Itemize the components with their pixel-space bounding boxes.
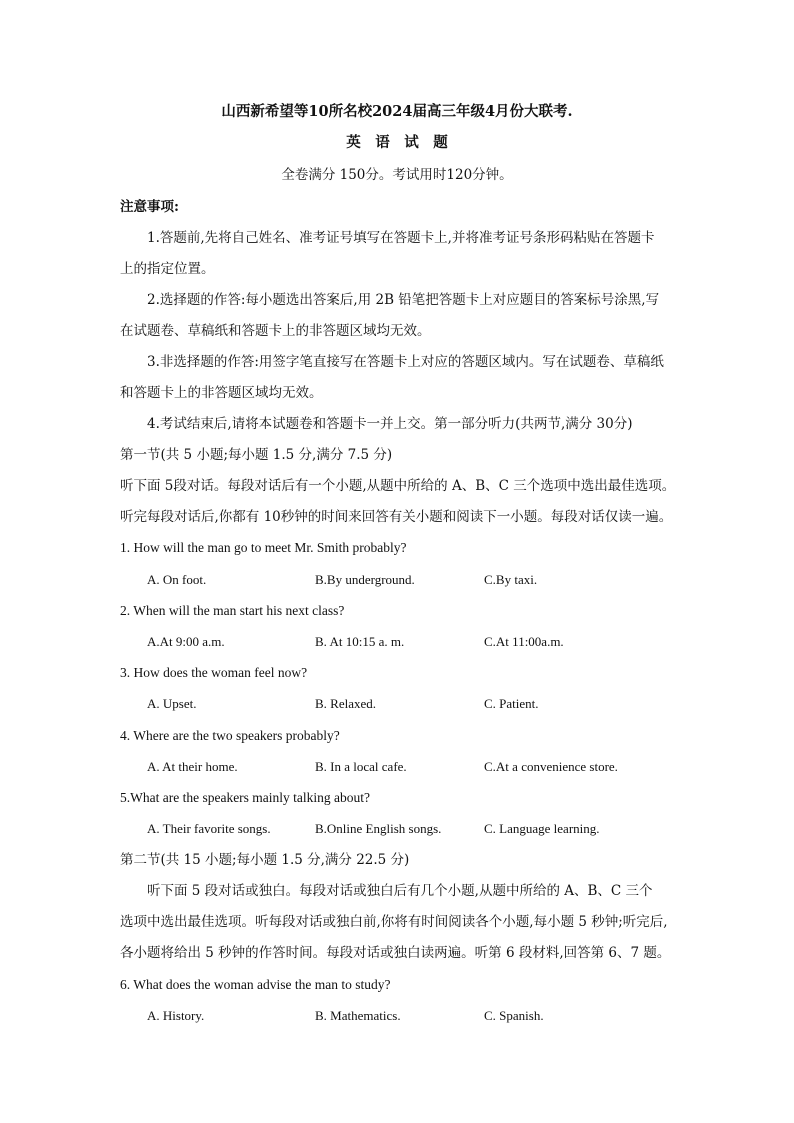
question-3-option-c: C. Patient.: [484, 696, 539, 711]
section2-instruction-1: 听下面 5 段对话或独白。每段对话或独白后有几个小题,从题中所给的 A、B、C 三个: [147, 883, 653, 899]
question-5-option-b: B.Online English songs.: [315, 821, 442, 836]
section1-heading: 第一节(共 5 小题;每小题 1.5 分,满分 7.5 分): [120, 447, 393, 463]
question-2-option-c: C.At 11:00a.m.: [484, 634, 564, 649]
section2-heading: 第二节(共 15 小题;每小题 1.5 分,满分 22.5 分): [120, 852, 410, 868]
exam-title: 山西新希望等10所名校2024届高三年级4月份大联考.: [221, 103, 573, 120]
question-4-option-b: B. In a local cafe.: [315, 759, 407, 774]
question-1: 1. How will the man go to meet Mr. Smith probably?: [120, 540, 407, 555]
note-2-line-2: 在试题卷、草稿纸和答题卡上的非答题区域均无效。: [120, 323, 431, 339]
section1-instruction-1: 听下面 5段对话。每段对话后有一个小题,从题中所给的 A、B、C 三个选项中选出最佳选项。: [120, 478, 676, 494]
note-1-line-2: 上的指定位置。: [120, 261, 215, 277]
note-1-line-1: 1.答题前,先将自己姓名、准考证号填写在答题卡上,并将准考证号条形码粘贴在答题卡: [147, 230, 655, 246]
question-2: 2. When will the man start his next class?: [120, 603, 345, 618]
question-3-option-a: A. Upset.: [147, 696, 197, 711]
section1-instruction-2: 听完每段对话后,你都有 10秒钟的时间来回答有关小题和阅读下一小题。每段对话仅读一遍。: [120, 509, 673, 525]
question-3: 3. How does the woman feel now?: [120, 665, 308, 680]
question-5: 5.What are the speakers mainly talking about?: [120, 790, 371, 805]
question-3-option-b: B. Relaxed.: [315, 696, 377, 711]
question-1-option-b: B.By underground.: [315, 572, 415, 587]
note-3-line-1: 3.非选择题的作答:用签字笔直接写在答题卡上对应的答题区域内。写在试题卷、草稿纸: [147, 354, 664, 370]
question-1-option-a: A. On foot.: [147, 572, 207, 587]
question-6-option-b: B. Mathematics.: [315, 1008, 401, 1023]
question-5-option-c: C. Language learning.: [484, 821, 600, 836]
question-4: 4. Where are the two speakers probably?: [120, 728, 340, 743]
section2-instruction-3: 各小题将给出 5 秒钟的作答时间。每段对话或独白读两遍。听第 6 段材料,回答第 6、7 题。: [120, 945, 671, 961]
note-4: 4.考试结束后,请将本试题卷和答题卡一并上交。第一部分听力(共两节,满分 30分): [147, 416, 633, 432]
question-2-option-b: B. At 10:15 a. m.: [315, 634, 405, 649]
question-6: 6. What does the woman advise the man to study?: [120, 977, 391, 992]
note-2-line-1: 2.选择题的作答:每小题选出答案后,用 2B 铅笔把答题卡上对应题目的答案标号涂黑,写: [147, 292, 660, 308]
question-4-option-c: C.At a convenience store.: [484, 759, 618, 774]
question-2-option-a: A.At 9:00 a.m.: [147, 634, 225, 649]
notes-heading: 注意事项:: [120, 199, 179, 215]
question-6-option-a: A. History.: [147, 1008, 205, 1023]
question-4-option-a: A. At their home.: [147, 759, 238, 774]
note-3-line-2: 和答题卡上的非答题区域均无效。: [120, 385, 323, 401]
question-1-option-c: C.By taxi.: [484, 572, 538, 587]
question-5-option-a: A. Their favorite songs.: [147, 821, 271, 836]
question-6-option-c: C. Spanish.: [484, 1008, 544, 1023]
subject-title: 英 语 试 题: [346, 134, 448, 151]
score-info: 全卷满分 150分。考试用时120分钟。: [281, 167, 513, 183]
section2-instruction-2: 选项中选出最佳选项。听每段对话或独白前,你将有时间阅读各个小题,每小题 5 秒钟;听完后,: [120, 914, 668, 930]
